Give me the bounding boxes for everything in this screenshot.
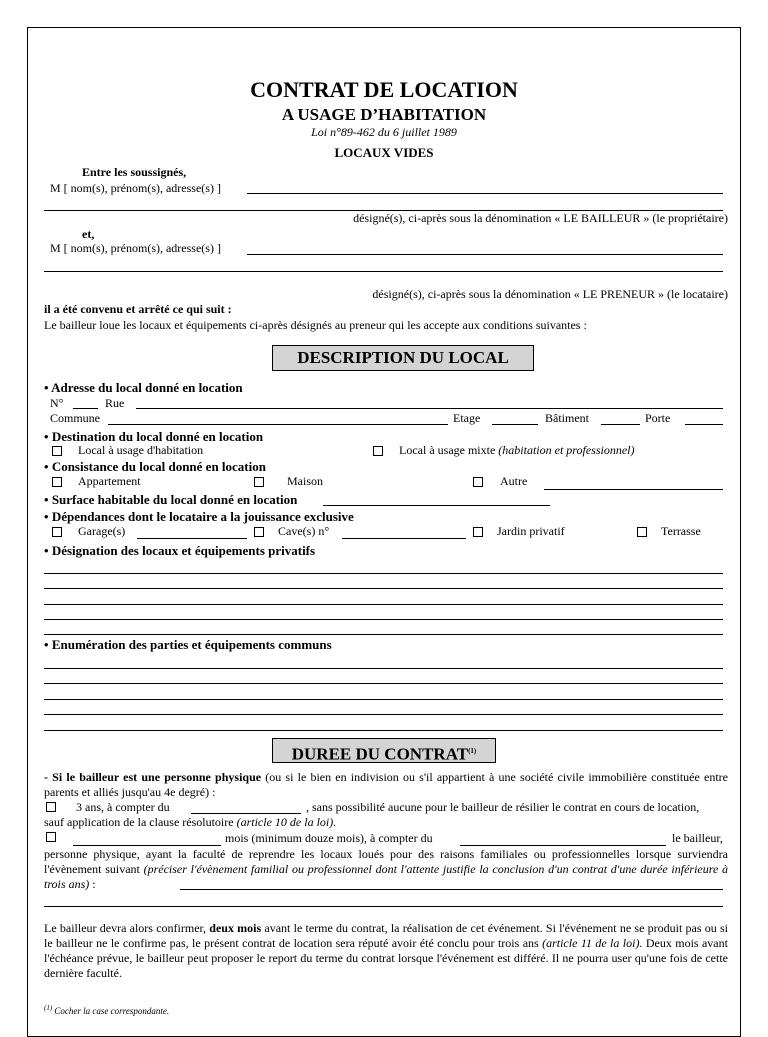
physique-paragraph: - Si le bailleur est une personne physique (ou si le bien en indivision ou s'il appartient à une société civile immobilière constituée entre parents et alliés jusqu'au 4e degré) : xyxy=(44,770,728,799)
intro-text: Le bailleur loue les locaux et équipements ci-après désignés au preneur qui les accepte aux conditions suivantes : xyxy=(44,318,587,332)
cave-checkbox[interactable] xyxy=(254,527,264,537)
bailleur-name-field[interactable] xyxy=(247,193,723,194)
garage-field[interactable] xyxy=(137,538,247,539)
enumeration-line[interactable] xyxy=(44,730,723,731)
bailleur-designation: désigné(s), ci-après sous la dénomination « LE BAILLEUR » (le propriétaire) xyxy=(353,211,728,225)
number-label: N° xyxy=(50,396,64,410)
months-count-field[interactable] xyxy=(73,845,221,846)
maison-checkbox[interactable] xyxy=(254,477,264,487)
number-field[interactable] xyxy=(73,408,98,409)
page-subtitle: A USAGE D’HABITATION xyxy=(281,105,487,124)
surface-field[interactable] xyxy=(323,505,550,506)
mixte-label: Local à usage mixte (habitation et professionnel) xyxy=(399,443,635,457)
autre-checkbox[interactable] xyxy=(473,477,483,487)
duree-heading: DUREE DU CONTRAT$^{(1)}$ xyxy=(272,738,496,763)
jardin-checkbox[interactable] xyxy=(473,527,483,537)
batiment-field[interactable] xyxy=(601,424,640,425)
designation-line[interactable] xyxy=(44,588,723,589)
designation-title: • Désignation des locaux et équipements privatifs xyxy=(44,543,316,558)
habitation-label: Local à usage d'habitation xyxy=(78,443,204,457)
enumeration-line[interactable] xyxy=(44,668,723,669)
three-years-label: 3 ans, à compter du xyxy=(76,800,170,814)
three-years-text: , sans possibilité aucune pour le bailleur de résilier le contrat en cours de location, xyxy=(306,800,700,814)
event-field-line[interactable] xyxy=(44,906,723,907)
porte-field[interactable] xyxy=(685,424,723,425)
cave-label: Cave(s) n° xyxy=(278,524,330,538)
enumeration-line[interactable] xyxy=(44,699,723,700)
enumeration-title: • Enumération des parties et équipements communs xyxy=(44,637,332,652)
porte-label: Porte xyxy=(645,411,671,425)
street-field[interactable] xyxy=(136,408,723,409)
address-title: • Adresse du local donné en location xyxy=(44,380,243,395)
page-title: CONTRAT DE LOCATION xyxy=(250,77,518,102)
autre-field[interactable] xyxy=(544,489,723,490)
three-years-date-field[interactable] xyxy=(191,813,301,814)
cave-field[interactable] xyxy=(342,538,466,539)
jardin-label: Jardin privatif xyxy=(497,524,565,538)
bailleur-name-label: M [ nom(s), prénom(s), adresse(s) ] xyxy=(50,181,221,195)
enumeration-line[interactable] xyxy=(44,683,723,684)
habitation-checkbox[interactable] xyxy=(52,446,62,456)
batiment-label: Bâtiment xyxy=(545,411,589,425)
confirmation-paragraph: Le bailleur devra alors confirmer, deux mois avant le terme du contrat, la réalisation de cet événement. Si l'événement ne se produit pas ou si le bailleur ne le confirme pas, le présent contrat de location sera réputé avoir été conclu pour trois ans (article 11 de la loi). Deux mois avant l'échéance prévue, le bailleur peut proposer le report du terme du contrat lorsque l'événement est différé. Il ne pourra user qu'une fois de cette dernière faculté. xyxy=(44,921,728,980)
between-label: Entre les soussignés, xyxy=(82,165,187,179)
agreed-label: il a été convenu et arrêté ce qui suit : xyxy=(44,302,232,316)
three-years-checkbox[interactable] xyxy=(46,802,56,812)
terrasse-checkbox[interactable] xyxy=(637,527,647,537)
months-label: mois (minimum douze mois), à compter du xyxy=(225,831,433,845)
months-checkbox[interactable] xyxy=(46,832,56,842)
etage-field[interactable] xyxy=(492,424,538,425)
garage-checkbox[interactable] xyxy=(52,527,62,537)
preneur-name-field[interactable] xyxy=(247,254,723,255)
contract-type: LOCAUX VIDES xyxy=(334,145,434,160)
maison-label: Maison xyxy=(287,474,323,488)
consistance-title: • Consistance du local donné en location xyxy=(44,459,266,474)
preneur-designation: désigné(s), ci-après sous la dénomination « LE PRENEUR » (le locataire) xyxy=(372,287,728,301)
months-date-field[interactable] xyxy=(460,845,666,846)
appartement-label: Appartement xyxy=(78,474,141,488)
mixte-checkbox[interactable] xyxy=(373,446,383,456)
three-years-clause: sauf application de la clause résolutoire (article 10 de la loi). xyxy=(44,815,337,829)
designation-line[interactable] xyxy=(44,573,723,574)
commune-field[interactable] xyxy=(108,424,448,425)
appartement-checkbox[interactable] xyxy=(52,477,62,487)
etage-label: Etage xyxy=(453,411,481,425)
designation-line[interactable] xyxy=(44,604,723,605)
autre-label: Autre xyxy=(500,474,528,488)
designation-line[interactable] xyxy=(44,634,723,635)
commune-label: Commune xyxy=(50,411,100,425)
designation-line[interactable] xyxy=(44,619,723,620)
event-field[interactable] xyxy=(180,889,723,890)
months-paragraph: personne physique, ayant la faculté de reprendre les locaux loués pour des raisons familiales ou professionnelles lorsque surviendra l'évènement suivant (préciser l'évènement familial ou professionnel dont l'attente justifie la conclusion d'un contrat d'une durée inférieure à trois ans) : xyxy=(44,847,729,891)
destination-title: • Destination du local donné en location xyxy=(44,429,264,444)
garage-label: Garage(s) xyxy=(78,524,126,538)
street-label: Rue xyxy=(105,396,125,410)
footnote: $^{(1)}$ Cocher la case correspondante. xyxy=(44,1004,170,1016)
description-heading: DESCRIPTION DU LOCAL xyxy=(272,345,534,371)
preneur-address-field[interactable] xyxy=(44,271,723,272)
enumeration-line[interactable] xyxy=(44,714,723,715)
terrasse-label: Terrasse xyxy=(661,524,701,538)
months-bailleur-label: le bailleur, xyxy=(672,831,723,845)
and-label: et, xyxy=(82,227,95,241)
dependances-title: • Dépendances dont le locataire a la jouissance exclusive xyxy=(44,509,354,524)
law-reference: Loi n°89-462 du 6 juillet 1989 xyxy=(311,125,457,139)
surface-title: • Surface habitable du local donné en location xyxy=(44,492,298,507)
preneur-name-label: M [ nom(s), prénom(s), adresse(s) ] xyxy=(50,241,221,255)
